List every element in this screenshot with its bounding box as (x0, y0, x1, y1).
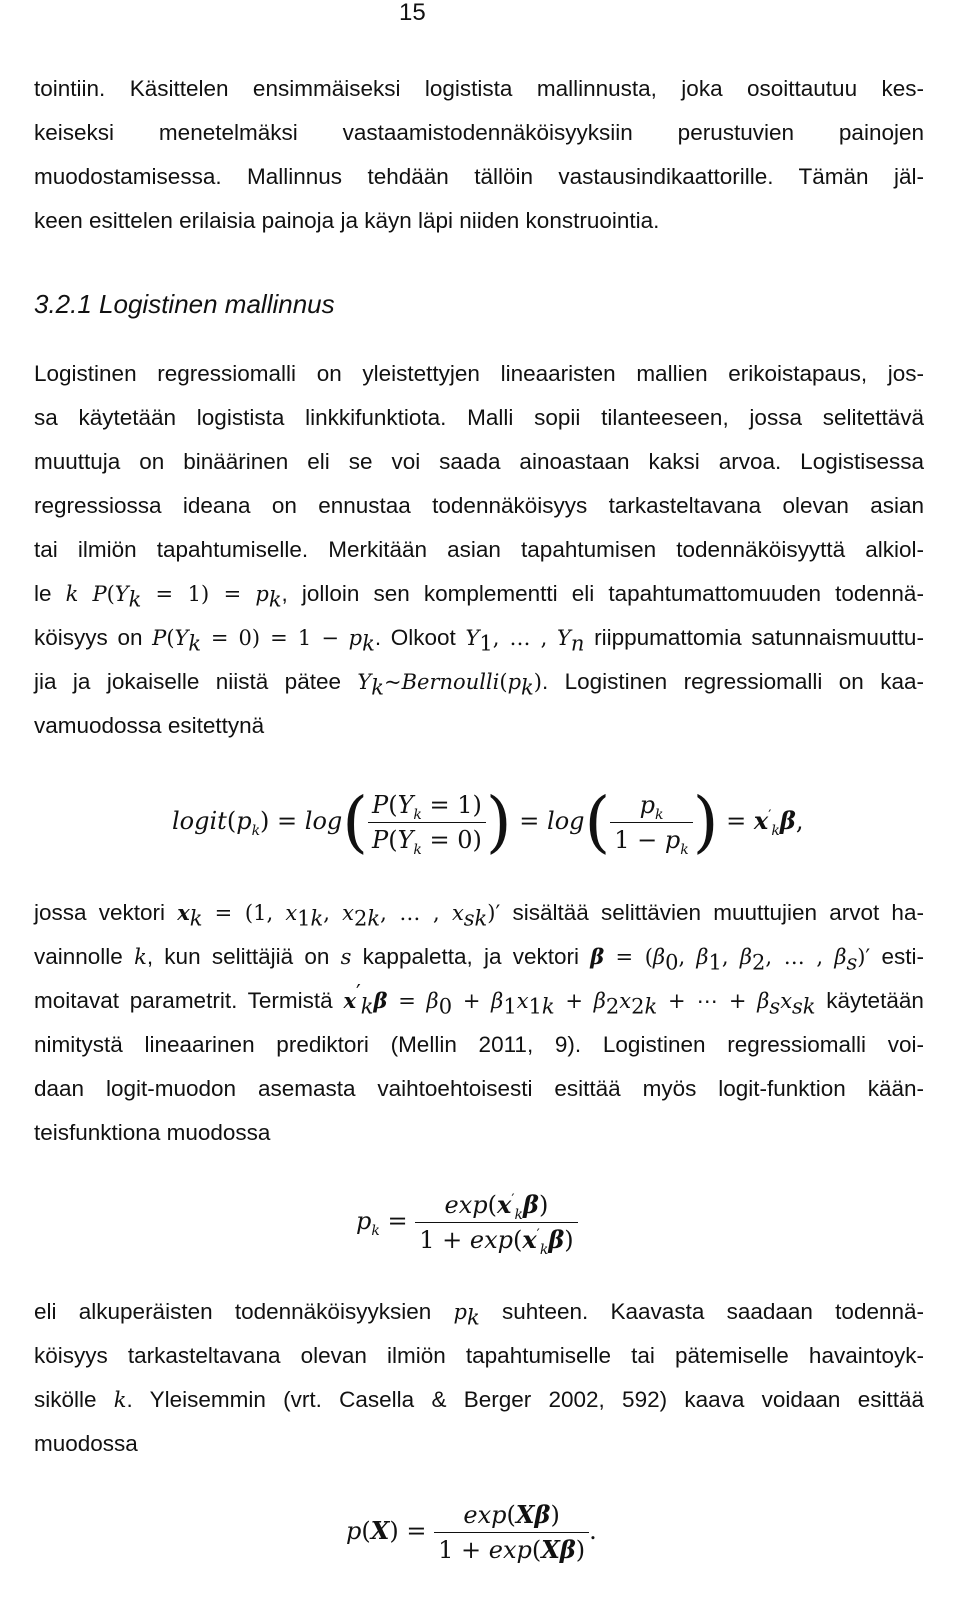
text-line: jia ja jokaiselle niistä pätee $Y_k\sim Bernoulli(p_k)$. Logistinen regressiomalli on kaa- (34, 669, 924, 700)
inline-math: P (92, 582, 107, 606)
text-line: daan logit-muodon asemasta vaihtoehtoisesti esittää myös logit-funktion kään- (34, 1076, 924, 1101)
inline-math: x (177, 900, 190, 925)
text-line: vainnolle k, kun selittäjiä on s kappaletta, ja vektori $\beta = (\beta_0$, $\beta_1$, $\beta_2$, … , $\beta_s)'$ esti- (34, 944, 924, 975)
text-line: muodossa (34, 1431, 138, 1456)
paragraph-intro (34, 67, 924, 243)
text-line: sikölle k. Yleisemmin (vrt. Casella & Berger 2002, 592) kaava voidaan esittää (34, 1387, 924, 1412)
page-number: 15 (399, 0, 426, 26)
text-line: keen esittelen erilaisia painoja ja käyn läpi niiden konstruointia. (34, 208, 660, 233)
text-line: tai ilmiön tapahtumiselle. Merkitään asian tapahtumisen todennäköisyyttä alkiol- (34, 537, 924, 562)
inline-math: Y (465, 626, 480, 650)
text-line: Logistinen regressiomalli on yleistettyjen lineaaristen mallien erikoistapaus, jos- (34, 361, 924, 386)
inline-math: P (152, 626, 167, 650)
text-line: moitavat parametrit. Termistä $x'_k\beta = \beta_0 + \beta_1x_{1k} + \beta_2x_{2k}$ + ⋯ + $\beta_sx_{sk}$ käytetään (34, 980, 924, 1019)
text-line: muuttuja on binäärinen eli se voi saada ainoastaan kaksi arvoa. Logistisessa (34, 449, 924, 474)
inverse-logit-equation: $p_k$ = $\frac{\exp(x'_k\beta)}{1 + \exp(x'_k\beta)}$ (356, 1188, 578, 1257)
text-line: muodostamisessa. Mallinnus tehdään tällöin vastausindikaattorille. Tämän jäl- (34, 164, 924, 189)
inline-math: k (65, 582, 79, 606)
text-line: sa käytetään logistista linkkifunktiota. Malli sopii tilanteeseen, jossa selitettävä (34, 405, 924, 430)
text-line: köisyys on $P(Y_k = 0) = 1 - p_k$. Olkoot $Y_1$, … , $Y_n$ riippumattomia satunnaismuuttu- (34, 625, 924, 656)
text-line: vamuodossa esitettynä (34, 713, 265, 738)
inline-math: Y (357, 670, 372, 694)
text-line: regressiossa ideana on ennustaa todennäköisyys tarkasteltavana olevan asian (34, 493, 924, 518)
text-line: keiseksi menetelmäksi vastaamistodennäköisyyksiin perustuvien painojen (34, 120, 924, 145)
paragraph-logistic-model (34, 352, 924, 748)
text-line: köisyys tarkasteltavana olevan ilmiön tapahtumiselle tai pätemiselle havaintoyk- (34, 1343, 924, 1368)
text-line: jossa vektori $x_k = (1$, $x_{1k}$, $x_{2k}$, … , $x_{sk})'$ sisältää selittävien muuttujien arvot ha- (34, 900, 924, 931)
paragraph-probability (34, 1290, 924, 1466)
section-heading: 3.2.1 Logistinen mallinnus (34, 289, 335, 319)
text-line: tointiin. Käsittelen ensimmäiseksi logistista mallinnusta, joka osoittautuu kes- (34, 76, 924, 101)
text-line: le k $P(Y_k = 1) = p_k$, jolloin sen komplementti eli tapahtumattomuuden todennä- (34, 581, 924, 612)
logit-equation: $logit(p_k) = \log$( $\frac{P(Y_k = 1)}{P(Y_k = 0)}$ ) = log( $\frac{p_k}{1 - p_k}$ ) = $x'_k\beta$, (172, 783, 804, 861)
text-line: nimitystä lineaarinen prediktori (Mellin 2011, 9). Logistinen regressiomalli voi- (34, 1032, 924, 1057)
text-line: eli alkuperäisten todennäköisyyksien $p_k$ suhteen. Kaavasta saadaan todennä- (34, 1299, 925, 1330)
text-line: teisfunktiona muodossa (34, 1120, 271, 1145)
general-probability-equation: p(X) = $\frac{\exp(X\beta)}{1 + \exp(X\beta)}$ . (346, 1500, 597, 1564)
paragraph-vector-definitions (34, 891, 924, 1155)
